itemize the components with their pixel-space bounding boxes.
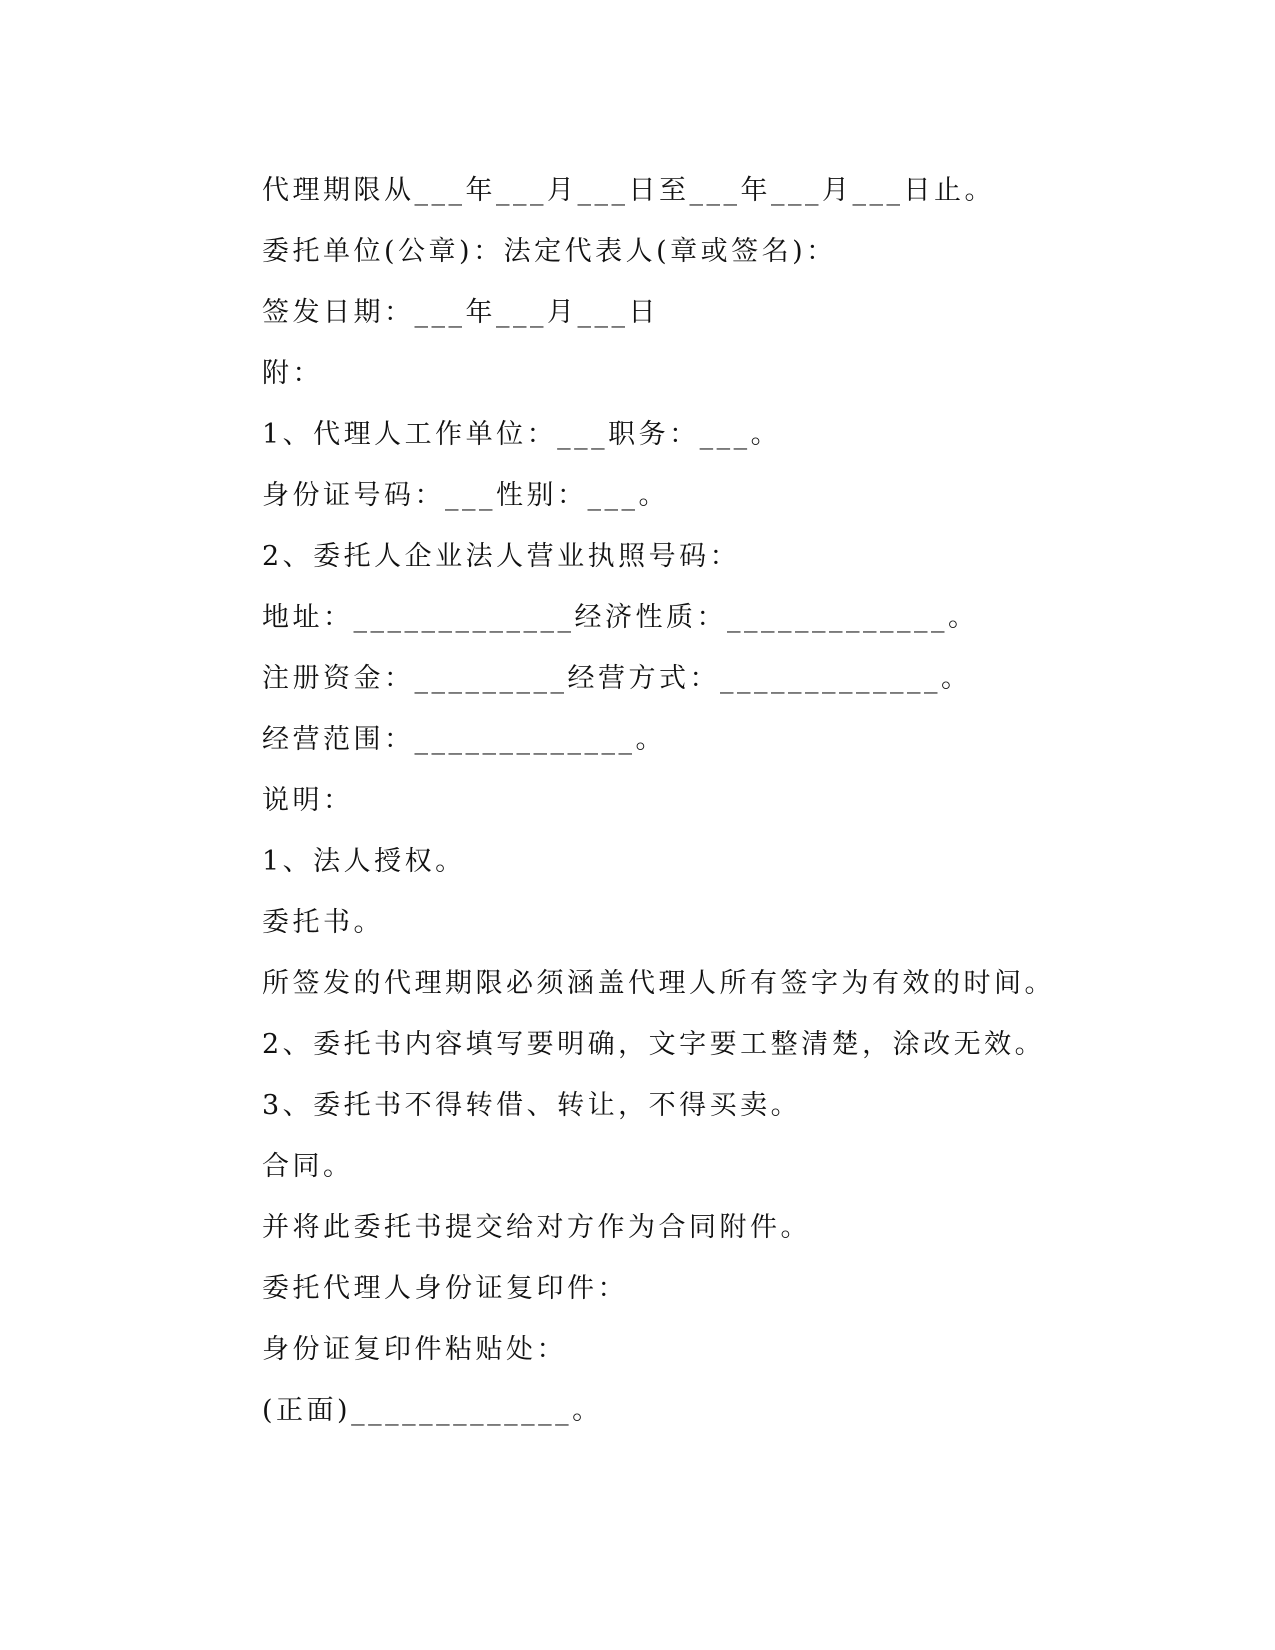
id-paste-area-line: 身份证复印件粘贴处：	[262, 1334, 567, 1365]
agent-id-copy-line: 委托代理人身份证复印件：	[262, 1273, 628, 1304]
note-line-contract: 合同。	[262, 1151, 354, 1182]
registered-capital-line: 注册资金：_________经营方式：_____________。	[262, 663, 972, 694]
note-item-2: 2、委托书内容填写要明确，文字要工整清楚，涂改无效。	[262, 1029, 1046, 1060]
id-front-line: (正面)_____________。	[262, 1395, 603, 1426]
id-number-line: 身份证号码：___性别：___。	[262, 480, 669, 511]
address-line: 地址：_____________经济性质：_____________。	[262, 602, 979, 633]
agency-period-line: 代理期限从___年___月___日至___年___月___日止。	[262, 175, 995, 206]
note-item-3: 3、委托书不得转借、转让，不得买卖。	[262, 1090, 802, 1121]
business-license-line: 2、委托人企业法人营业执照号码：	[262, 541, 741, 572]
appendix-heading: 附：	[262, 358, 323, 389]
principal-seal-line: 委托单位(公章)：法定代表人(章或签名)：	[262, 236, 837, 267]
note-line-attachment: 并将此委托书提交给对方作为合同附件。	[262, 1212, 811, 1243]
agent-employer-line: 1、代理人工作单位：___职务：___。	[262, 419, 782, 450]
note-line-period: 所签发的代理期限必须涵盖代理人所有签字为有效的时间。	[262, 968, 1055, 999]
note-line-letter: 委托书。	[262, 907, 384, 938]
note-item-1: 1、法人授权。	[262, 846, 466, 877]
business-scope-line: 经营范围：_____________。	[262, 724, 666, 755]
document-body	[262, 160, 1162, 1441]
issue-date-line: 签发日期：___年___月___日	[262, 297, 659, 328]
notes-heading: 说明：	[262, 785, 354, 816]
